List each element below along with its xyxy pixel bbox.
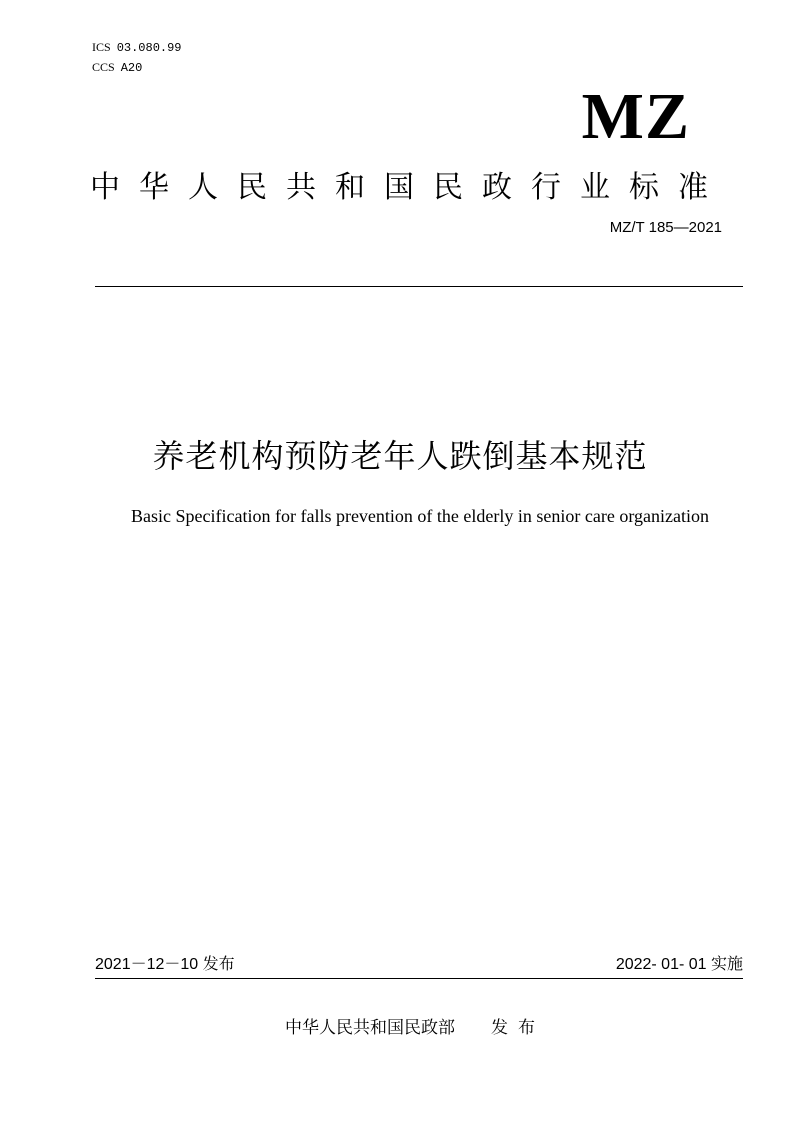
ics-value: 03.080.99 [116, 41, 182, 55]
document-title-zh: 养老机构预防老年人跌倒基本规范 [152, 438, 648, 474]
ics-classification [92, 40, 182, 55]
ccs-label: CCS [92, 60, 115, 74]
ccs-classification [92, 60, 142, 75]
implementation-date: 2022- 01- 01 实施 [615, 956, 743, 973]
publisher-action: 发布 [491, 1018, 545, 1037]
publisher [285, 1017, 545, 1039]
publisher-name: 中华人民共和国民政部 [285, 1018, 455, 1037]
ccs-value: A20 [120, 61, 143, 75]
top-divider [95, 286, 743, 287]
standard-code: MZ/T 185—2021 [609, 219, 722, 236]
standard-mark: MZ [581, 80, 690, 153]
standard-title: 中华人民共和国民政行业标准 [90, 171, 727, 204]
ics-label: ICS [92, 40, 111, 54]
bottom-divider [95, 978, 743, 979]
document-title-en: Basic Specification for falls prevention of the elderly in senior care organization [131, 506, 709, 526]
issue-date: 2021－12－10 发布 [95, 956, 235, 973]
